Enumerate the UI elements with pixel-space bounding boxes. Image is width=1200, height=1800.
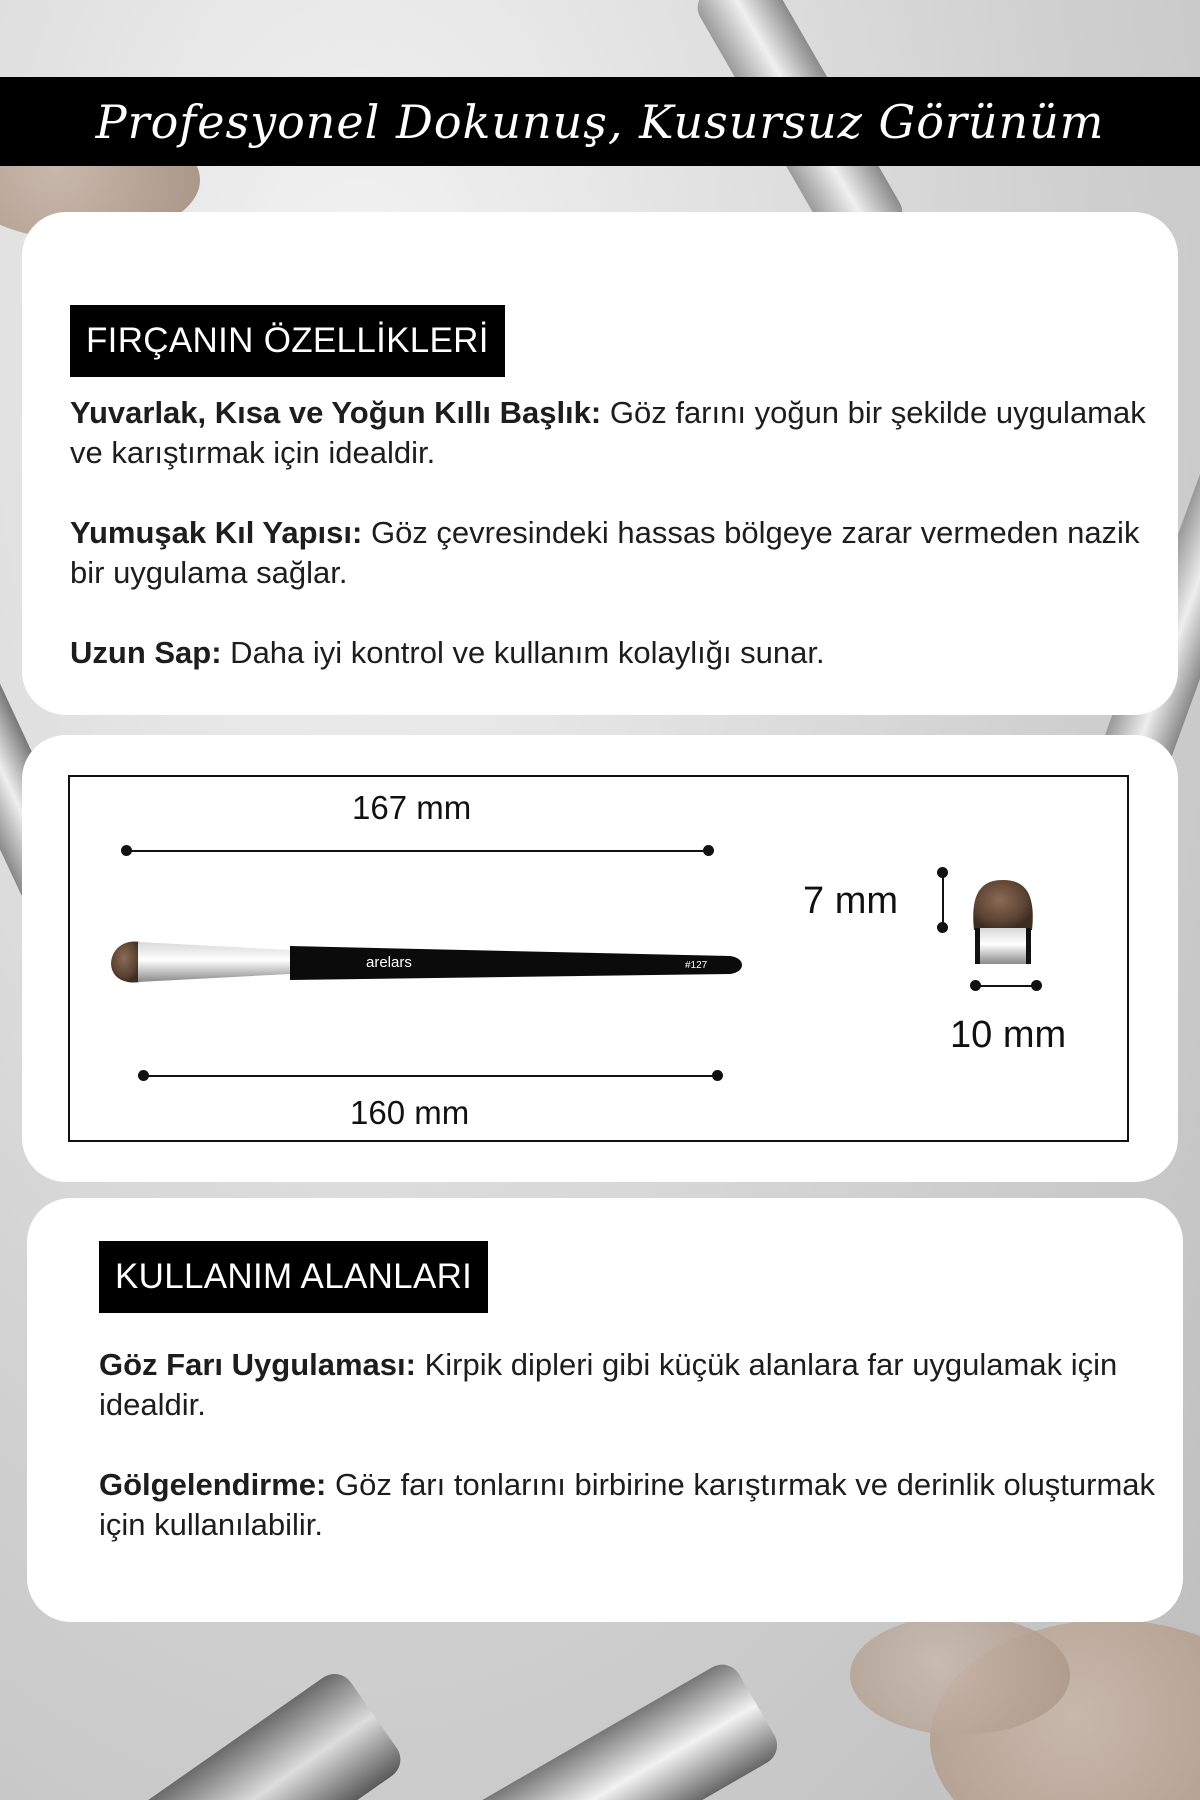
head-height-bottom-dot — [937, 922, 948, 933]
head-width-right-dot — [1031, 980, 1042, 991]
feature-label: Yuvarlak, Kısa ve Yoğun Kıllı Başlık: — [70, 395, 602, 430]
brush-bristles-icon — [111, 942, 140, 983]
feature-item — [70, 633, 1160, 673]
head-width-label: 10 mm — [950, 1014, 1067, 1056]
brush-illustration — [100, 930, 745, 994]
head-width-left-dot — [970, 980, 981, 991]
brush-brand: arelars — [366, 954, 412, 971]
head-height-top-dot — [937, 867, 948, 878]
total-length-end-dot — [703, 845, 714, 856]
brush-head-ferrule — [975, 928, 1031, 964]
brush-model: #127 — [685, 960, 708, 971]
brush-ferrule — [138, 942, 290, 982]
powder-bottom-mid — [850, 1615, 1070, 1735]
head-height-label: 7 mm — [803, 880, 898, 922]
feature-text: Daha iyi kontrol ve kullanım kolaylığı sunar. — [221, 635, 825, 670]
usage-text: Kirpik dipleri gibi küçük alanlara far uygulamak için idealdir. — [99, 1347, 1118, 1422]
usage-label: Gölgelendirme: — [99, 1467, 327, 1502]
feature-text: Göz çevresindeki hassas bölgeye zarar vermeden nazik bir uygulama sağlar. — [70, 515, 1140, 590]
brush-head-detail — [968, 878, 1038, 966]
usage-label: Göz Farı Uygulaması: — [99, 1347, 416, 1382]
usage-item — [99, 1465, 1159, 1545]
banner-title: Profesyonel Dokunuş, Kusursuz Görünüm — [95, 94, 1105, 149]
header-banner — [0, 77, 1200, 166]
handle-length-end-dot — [712, 1070, 723, 1081]
feature-label: Uzun Sap: — [70, 635, 222, 670]
feature-item — [70, 393, 1160, 473]
usage-text: Göz farı tonlarını birbirine karıştırmak ve derinlik oluşturmak için kullanılabilir. — [99, 1467, 1156, 1542]
usage-item — [99, 1345, 1139, 1425]
feature-item — [70, 513, 1180, 593]
head-height-line — [942, 872, 944, 927]
brush-head-bristles-icon — [973, 880, 1033, 930]
feature-text: Göz farını yoğun bir şekilde uygulamak ve karıştırmak için idealdir. — [70, 395, 1146, 470]
total-length-label: 167 mm — [352, 789, 472, 826]
handle-length-label: 160 mm — [350, 1094, 470, 1131]
usage-heading: KULLANIM ALANLARI — [99, 1241, 488, 1313]
handle-length-line — [143, 1075, 718, 1077]
brush-handle — [290, 946, 742, 980]
total-length-start-dot — [121, 845, 132, 856]
features-heading: FIRÇANIN ÖZELLİKLERİ — [70, 305, 505, 377]
feature-label: Yumuşak Kıl Yapısı: — [70, 515, 363, 550]
total-length-line — [126, 850, 708, 852]
handle-length-start-dot — [138, 1070, 149, 1081]
head-width-line — [976, 985, 1036, 987]
